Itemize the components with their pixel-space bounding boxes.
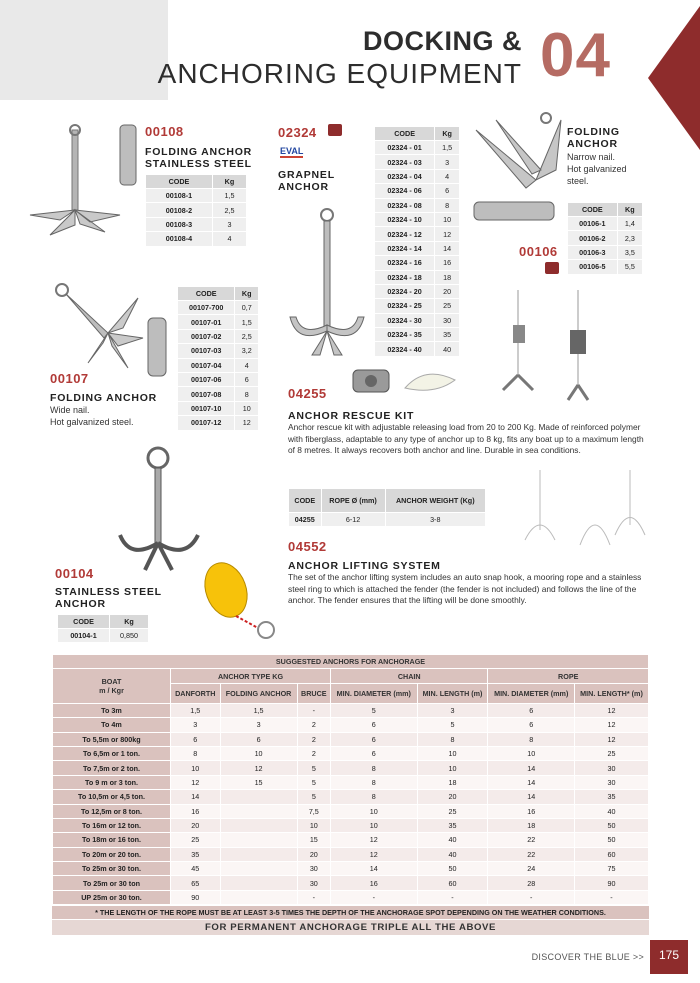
product-name-00108-line2: STAINLESS STEEL (145, 158, 252, 170)
value-cell: 5 (297, 790, 330, 804)
grapnel-anchor-image (282, 205, 372, 365)
value-cell: 75 (575, 862, 649, 876)
value-cell: 2 (297, 732, 330, 746)
table-row: 00107-08 8 (178, 387, 259, 401)
value-cell: 5 (297, 761, 330, 775)
value-cell: 50 (417, 862, 488, 876)
value-cell: 30 (575, 761, 649, 775)
thumbs-up-icon (545, 262, 559, 274)
product-name-00106-line1: FOLDING (567, 126, 620, 138)
value-cell: - (297, 890, 330, 904)
boat-size-cell: UP 25m or 30 ton. (53, 890, 171, 904)
boat-size-cell: To 20m or 20 ton. (53, 847, 171, 861)
boat-size-cell: To 10,5m or 4,5 ton. (53, 790, 171, 804)
spec-table-00108 (145, 174, 247, 247)
table-row (53, 703, 649, 717)
spec-table-00104 (57, 614, 149, 643)
section-number: 04 (540, 21, 611, 90)
value-cell: 10 (331, 804, 418, 818)
col-bruce: BRUCE (297, 683, 330, 703)
table-row: 00107-02 2,5 (178, 329, 259, 343)
table-row: 02324 - 18 18 (375, 270, 460, 284)
value-cell (220, 804, 297, 818)
table-row: 04255 6-12 3-8 (289, 513, 486, 527)
value-cell: - (417, 890, 488, 904)
value-cell: 8 (331, 790, 418, 804)
boat-size-cell: To 25m or 30 ton (53, 876, 171, 890)
table-row: 00107-01 1,5 (178, 315, 259, 329)
value-cell: 22 (488, 833, 575, 847)
product-name-00106-line2: ANCHOR (567, 138, 618, 150)
product-desc-00107-line1: Wide nail. (50, 405, 90, 415)
anchor-rescue-kit-image (345, 360, 475, 405)
value-cell: 5 (331, 703, 418, 717)
value-cell: 40 (417, 833, 488, 847)
table-row: 00106-2 2,3 (568, 231, 643, 245)
col-header-kg: Kg (617, 203, 642, 217)
value-cell: 10 (417, 761, 488, 775)
table-row (53, 833, 649, 847)
value-cell: 6 (331, 732, 418, 746)
table-row (53, 876, 649, 890)
value-cell: 16 (488, 804, 575, 818)
product-code-00104: 00104 (55, 566, 94, 581)
table-row: 00107-06 6 (178, 372, 259, 386)
value-cell: - (575, 890, 649, 904)
discover-the-blue-text: DISCOVER THE BLUE >> (531, 952, 644, 962)
table-row: 00106-1 1,4 (568, 217, 643, 231)
boat-size-cell: To 9 m or 3 ton. (53, 775, 171, 789)
boat-size-cell: To 25m or 30 ton. (53, 862, 171, 876)
col-folding-anchor: FOLDING ANCHOR (220, 683, 297, 703)
value-cell: 14 (488, 790, 575, 804)
value-cell: 20 (171, 818, 221, 832)
value-cell: 6 (220, 732, 297, 746)
value-cell: 14 (331, 862, 418, 876)
value-cell: 7,5 (297, 804, 330, 818)
col-chain-min-length: MIN. LENGTH (m) (417, 683, 488, 703)
value-cell: 5 (417, 718, 488, 732)
value-cell: 45 (171, 862, 221, 876)
col-header-code: CODE (146, 175, 213, 189)
value-cell: 10 (417, 746, 488, 760)
table-row (53, 775, 649, 789)
boat-size-cell: To 7,5m or 2 ton. (53, 761, 171, 775)
chain-group-header: CHAIN (331, 669, 488, 683)
product-desc-00106-line3: steel. (567, 176, 589, 186)
boat-header (53, 669, 171, 703)
table-row: 02324 - 10 10 (375, 212, 460, 226)
value-cell: 90 (575, 876, 649, 890)
value-cell: 10 (171, 761, 221, 775)
value-cell: 8 (171, 746, 221, 760)
header-gray-panel (0, 0, 168, 100)
value-cell: 10 (331, 818, 418, 832)
col-header-kg: Kg (212, 175, 246, 189)
page-number: 175 (650, 940, 688, 974)
value-cell: 14 (171, 790, 221, 804)
table-row: 02324 - 06 6 (375, 184, 460, 198)
table-title: SUGGESTED ANCHORS FOR ANCHORAGE (53, 655, 649, 669)
value-cell: 35 (417, 818, 488, 832)
product-desc-00106-line2: Hot galvanized (567, 164, 627, 174)
table-row: 02324 - 04 4 (375, 169, 460, 183)
folding-anchor-stainless-image (20, 120, 140, 250)
table-row: 02324 - 14 14 (375, 241, 460, 255)
product-desc-04255: Anchor rescue kit with adjustable releasing load from 20 to 200 Kg. Made of reinforced polymer with fiberglass, adaptable to any type of anchor up to 8 kg, fits any boat up to a maximum length of 8 metres. It always recovers both anchor and line. Durable in sea conditions. (288, 422, 644, 455)
table-row: 02324 - 08 8 (375, 198, 460, 212)
col-header-anchor-weight: ANCHOR WEIGHT (Kg) (385, 489, 485, 513)
anchor-type-group-header: ANCHOR TYPE KG (171, 669, 331, 683)
value-cell: 12 (575, 703, 649, 717)
table-row (53, 862, 649, 876)
yellow-fender-image (196, 558, 286, 648)
value-cell (220, 890, 297, 904)
product-code-00107: 00107 (50, 371, 89, 386)
product-name-00104-line2: ANCHOR (55, 598, 106, 610)
table-row (53, 790, 649, 804)
product-name-00107: FOLDING ANCHOR (50, 392, 158, 404)
table-row: 02324 - 40 40 (375, 342, 460, 356)
value-cell: 2 (297, 746, 330, 760)
table-row (53, 746, 649, 760)
rope-group-header: ROPE (488, 669, 649, 683)
value-cell (220, 862, 297, 876)
product-code-04255: 04255 (288, 386, 327, 401)
table-row (53, 718, 649, 732)
value-cell: 25 (171, 833, 221, 847)
col-header-kg: Kg (435, 127, 460, 141)
table-row: 00107-12 12 (178, 416, 259, 430)
value-cell: 20 (417, 790, 488, 804)
page-title-line2: ANCHORING EQUIPMENT (157, 58, 522, 89)
table-row: 00108-3 3 (146, 217, 247, 231)
table-row: 00107-04 4 (178, 358, 259, 372)
table-row: 00108-4 4 (146, 232, 247, 246)
value-cell: 30 (297, 876, 330, 890)
product-name-00108-line1: FOLDING ANCHOR (145, 146, 253, 158)
product-name-04255: ANCHOR RESCUE KIT (288, 410, 415, 422)
value-cell: 3 (171, 718, 221, 732)
value-cell: 8 (331, 775, 418, 789)
header-triangle-decoration (648, 6, 700, 150)
value-cell: 90 (171, 890, 221, 904)
spec-table-02324 (374, 126, 460, 357)
table-row (53, 818, 649, 832)
table-row: 02324 - 16 16 (375, 256, 460, 270)
product-name-02324-line1: GRAPNEL (278, 169, 335, 181)
value-cell: 20 (297, 847, 330, 861)
col-header-code: CODE (289, 489, 322, 513)
table-row: 00107-700 0,7 (178, 301, 259, 315)
value-cell: 3 (220, 718, 297, 732)
value-cell: 8 (417, 732, 488, 746)
table-row (53, 890, 649, 904)
table-row: 00107-03 3,2 (178, 344, 259, 358)
anchor-lifting-system-sketch-image (510, 470, 650, 560)
value-cell: 65 (171, 876, 221, 890)
value-cell: 15 (297, 833, 330, 847)
value-cell: 10 (297, 818, 330, 832)
value-cell (220, 847, 297, 861)
col-danforth: DANFORTH (171, 683, 221, 703)
value-cell: 35 (575, 790, 649, 804)
col-rope-min-length: MIN. LENGTH* (m) (575, 683, 649, 703)
col-rope-min-diameter: MIN. DIAMETER (mm) (488, 683, 575, 703)
table-row: 00108-1 1,5 (146, 189, 247, 203)
boat-size-cell: To 6,5m or 1 ton. (53, 746, 171, 760)
value-cell: - (331, 890, 418, 904)
value-cell: 6 (488, 703, 575, 717)
boat-size-cell: To 3m (53, 703, 171, 717)
value-cell: 6 (331, 718, 418, 732)
value-cell (220, 833, 297, 847)
value-cell: 12 (171, 775, 221, 789)
value-cell: 6 (331, 746, 418, 760)
value-cell (220, 818, 297, 832)
value-cell: 60 (417, 876, 488, 890)
value-cell: 35 (171, 847, 221, 861)
table-row: 02324 - 35 35 (375, 328, 460, 342)
spec-table-04255 (288, 488, 486, 527)
col-header-code: CODE (375, 127, 435, 141)
permanent-anchorage-note: FOR PERMANENT ANCHORAGE TRIPLE ALL THE ABOVE (52, 920, 649, 935)
boat-size-cell: To 5,5m or 800kg (53, 732, 171, 746)
product-name-00104-line1: STAINLESS STEEL (55, 586, 162, 598)
value-cell: 18 (417, 775, 488, 789)
value-cell: 12 (220, 761, 297, 775)
product-desc-00106-line1: Narrow nail. (567, 152, 616, 162)
product-code-02324: 02324 (278, 125, 317, 140)
value-cell: 30 (297, 862, 330, 876)
col-header-kg: Kg (235, 287, 259, 301)
product-name-04552: ANCHOR LIFTING SYSTEM (288, 560, 441, 572)
product-code-04552: 04552 (288, 539, 327, 554)
page-title-line1: DOCKING & (363, 26, 522, 56)
value-cell: 8 (331, 761, 418, 775)
boat-size-cell: To 12,5m or 8 ton. (53, 804, 171, 818)
value-cell: 24 (488, 862, 575, 876)
spec-table-00106 (567, 202, 643, 275)
value-cell: 40 (417, 847, 488, 861)
value-cell: 10 (488, 746, 575, 760)
value-cell: 8 (488, 732, 575, 746)
suggested-anchors-table (52, 654, 649, 905)
table-row (53, 804, 649, 818)
value-cell: 1,5 (171, 703, 221, 717)
product-name-02324-line2: ANCHOR (278, 181, 329, 193)
value-cell: 12 (575, 732, 649, 746)
value-cell: 3 (417, 703, 488, 717)
folding-anchor-narrow-image (466, 110, 566, 240)
table-row (53, 732, 649, 746)
value-cell: - (297, 703, 330, 717)
value-cell: 12 (331, 847, 418, 861)
value-cell: 60 (575, 847, 649, 861)
value-cell: 14 (488, 775, 575, 789)
value-cell: 18 (488, 818, 575, 832)
value-cell: 22 (488, 847, 575, 861)
table-row: 02324 - 20 20 (375, 284, 460, 298)
col-header-code: CODE (178, 287, 235, 301)
boat-header-line2: m / Kgr (99, 686, 124, 696)
table-row: 00108-2 2,5 (146, 203, 247, 217)
boat-size-cell: To 4m (53, 718, 171, 732)
table-row: 00104-1 0,850 (58, 629, 149, 643)
value-cell: 30 (575, 775, 649, 789)
product-desc-04552: The set of the anchor lifting system includes an auto snap hook, a mooring rope and a stainless steel ring to which is attached the fender (the fender is not included) and follows the line of the anchor. The fender ensures that the lifting will be done smoothly. (288, 572, 642, 605)
table-row: 00106-5 5,5 (568, 260, 643, 274)
col-chain-min-diameter: MIN. DIAMETER (mm) (331, 683, 418, 703)
rope-length-footnote: * THE LENGTH OF THE ROPE MUST BE AT LEAST 3-5 TIMES THE DEPTH OF THE ANCHORAGE SPOT DEPENDING ON THE WEATHER CONDITIONS. (52, 906, 649, 919)
table-row (53, 761, 649, 775)
col-header-code: CODE (568, 203, 618, 217)
value-cell (220, 790, 297, 804)
thumbs-up-icon (328, 124, 342, 136)
table-row: 00106-3 3,5 (568, 245, 643, 259)
value-cell (220, 876, 297, 890)
product-code-00108: 00108 (145, 124, 184, 139)
value-cell: 1,5 (220, 703, 297, 717)
value-cell: 12 (331, 833, 418, 847)
value-cell: 15 (220, 775, 297, 789)
eval-logo: EVAL (280, 146, 304, 156)
value-cell: 2 (297, 718, 330, 732)
product-desc-00107-line2: Hot galvanized steel. (50, 417, 134, 427)
col-header-kg: Kg (110, 615, 149, 629)
value-cell: 10 (220, 746, 297, 760)
value-cell: 12 (575, 718, 649, 732)
product-code-00106: 00106 (519, 244, 558, 259)
table-row: 02324 - 30 30 (375, 313, 460, 327)
table-row: 02324 - 01 1,5 (375, 141, 460, 155)
value-cell: 28 (488, 876, 575, 890)
value-cell: 5 (297, 775, 330, 789)
col-header-rope: ROPE Ø (mm) (321, 489, 385, 513)
col-header-code: CODE (58, 615, 110, 629)
value-cell: 16 (331, 876, 418, 890)
table-row: 02324 - 25 25 (375, 299, 460, 313)
table-row: 00107-10 10 (178, 401, 259, 415)
table-row: 02324 - 12 12 (375, 227, 460, 241)
boat-size-cell: To 16m or 12 ton. (53, 818, 171, 832)
value-cell: 6 (488, 718, 575, 732)
value-cell: 25 (575, 746, 649, 760)
value-cell: 6 (171, 732, 221, 746)
value-cell: 50 (575, 833, 649, 847)
table-row (53, 847, 649, 861)
boat-header-line1: BOAT (101, 677, 122, 687)
boat-size-cell: To 18m or 16 ton. (53, 833, 171, 847)
value-cell: 40 (575, 804, 649, 818)
value-cell: 50 (575, 818, 649, 832)
anchor-rescue-kit-usage-image (488, 290, 638, 410)
value-cell: 25 (417, 804, 488, 818)
value-cell: 14 (488, 761, 575, 775)
value-cell: 16 (171, 804, 221, 818)
spec-table-00107 (177, 286, 259, 431)
value-cell: - (488, 890, 575, 904)
table-row: 02324 - 03 3 (375, 155, 460, 169)
